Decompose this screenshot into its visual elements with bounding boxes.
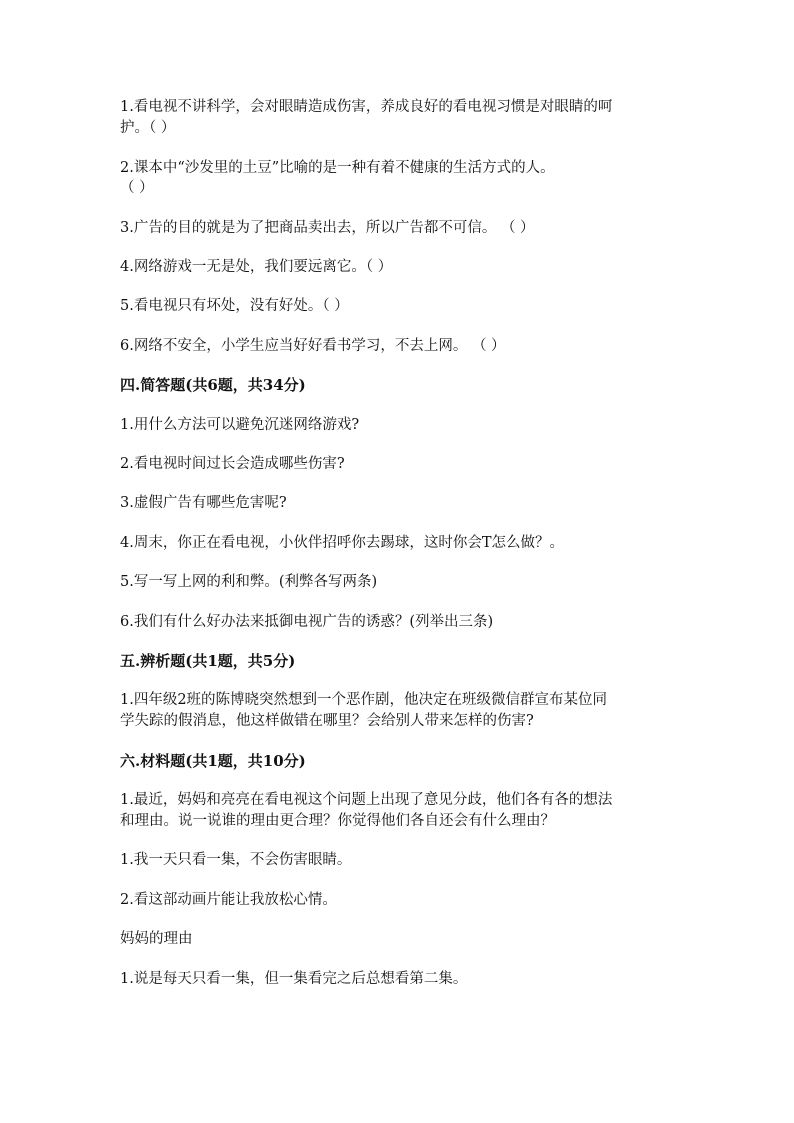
section6-mom-reason1: 1.说是每天只看一集，但一集看完之后总想看第二集。	[120, 971, 468, 987]
section4-q1: 1.用什么方法可以避免沉迷网络游戏?	[120, 417, 360, 433]
section6-heading: 六.材料题(共1题，共10分)	[120, 752, 306, 770]
judgement-q2-line2: （ ）	[120, 180, 154, 196]
section6-q1-line1: 1.最近，妈妈和亮亮在看电视这个问题上出现了意见分歧，他们各有各的想法	[120, 792, 613, 808]
judgement-q5: 5.看电视只有坏处，没有好处。（ ）	[120, 298, 349, 314]
judgement-q3: 3.广告的目的就是为了把商品卖出去，所以广告都不可信。 （ ）	[120, 220, 535, 236]
section6-q1-line2: 和理由。说一说谁的理由更合理？你觉得他们各自还会有什么理由？	[120, 813, 555, 829]
judgement-q6: 6.网络不安全，小学生应当好好看书学习，不去上网。 （ ）	[120, 338, 506, 354]
section5-heading: 五.辨析题(共1题，共5分)	[120, 652, 296, 670]
section4-q3: 3.虚假广告有哪些危害呢?	[120, 495, 287, 511]
section6-reason2: 2.看这部动画片能让我放松心情。	[120, 892, 337, 908]
section4-q5: 5.写一写上网的利和弊。(利弊各写两条)	[120, 574, 378, 590]
section5-q1-line2: 学失踪的假消息，他这样做错在哪里？会给别人带来怎样的伤害?	[120, 713, 534, 729]
judgement-q1-line2: 护。（ ）	[120, 120, 176, 136]
section4-q4: 4.周末，你正在看电视，小伙伴招呼你去踢球，这时你会T怎么做？。	[120, 535, 565, 551]
section6-reason1: 1.我一天只看一集，不会伤害眼睛。	[120, 852, 352, 868]
judgement-q1-line1: 1.看电视不讲科学，会对眼睛造成伤害，养成良好的看电视习惯是对眼睛的呵	[120, 99, 613, 115]
judgement-q4: 4.网络游戏一无是处，我们要远离它。（ ）	[120, 259, 393, 275]
section6-mom-label: 妈妈的理由	[120, 931, 193, 947]
section4-heading: 四.简答题(共6题，共34分)	[120, 376, 306, 394]
section4-q2: 2.看电视时间过长会造成哪些伤害?	[120, 456, 345, 472]
section4-q6: 6.我们有什么好办法来抵御电视广告的诱惑？(列举出三条)	[120, 614, 494, 630]
judgement-q2-line1: 2.课本中“沙发里的土豆”比喻的是一种有着不健康的生活方式的人。	[120, 160, 555, 176]
section5-q1-line1: 1.四年级2班的陈博晓突然想到一个恶作剧，他决定在班级微信群宣布某位同	[120, 692, 608, 708]
